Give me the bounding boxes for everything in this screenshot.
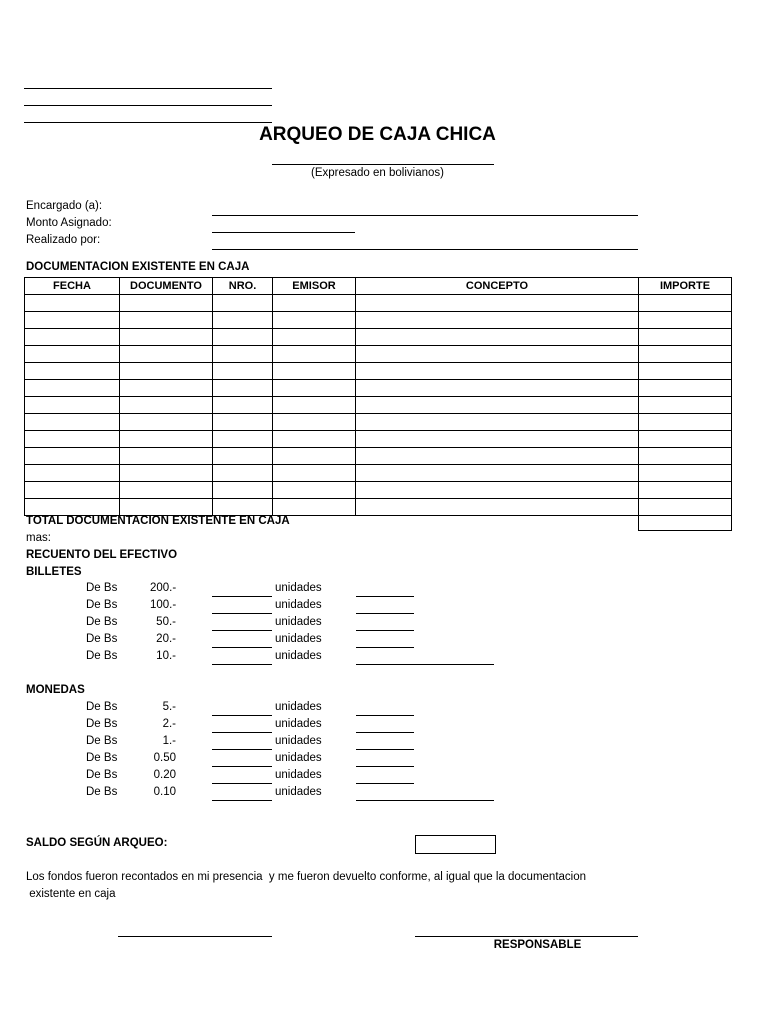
table-cell[interactable] [273, 363, 356, 380]
table-cell[interactable] [356, 414, 639, 431]
table-cell[interactable] [120, 465, 213, 482]
unit-label: unidades [275, 752, 322, 764]
mas-label: mas: [26, 532, 51, 544]
table-cell[interactable] [213, 414, 273, 431]
saldo-label: SALDO SEGÚN ARQUEO: [26, 837, 168, 849]
unit-label: unidades [275, 718, 322, 730]
unit-label: unidades [275, 786, 322, 798]
table-cell[interactable] [25, 346, 120, 363]
table-cell[interactable] [273, 295, 356, 312]
unit-label: unidades [275, 599, 322, 611]
table-row [25, 397, 732, 414]
table-cell[interactable] [356, 346, 639, 363]
table-row [25, 312, 732, 329]
amount-field[interactable] [356, 647, 414, 648]
table-cell[interactable] [213, 363, 273, 380]
column-header-importe: IMPORTE [639, 278, 732, 295]
billete-row-50 [0, 616, 768, 633]
table-cell[interactable] [213, 482, 273, 499]
table-cell[interactable] [639, 431, 732, 448]
amount-field[interactable] [356, 613, 414, 614]
table-cell[interactable] [356, 397, 639, 414]
documentation-table-body [25, 295, 732, 516]
denomination-value: 0.50 [153, 752, 176, 764]
total-documentation-box[interactable] [638, 514, 732, 531]
table-row [25, 346, 732, 363]
table-cell[interactable] [120, 295, 213, 312]
table-row [25, 499, 732, 516]
quantity-field[interactable] [212, 766, 272, 767]
table-cell[interactable] [273, 431, 356, 448]
table-cell[interactable] [213, 397, 273, 414]
table-row [25, 448, 732, 465]
monedas-subtotal-field[interactable] [356, 800, 494, 801]
table-cell[interactable] [356, 363, 639, 380]
table-cell[interactable] [639, 414, 732, 431]
table-cell[interactable] [356, 482, 639, 499]
total-documentation-label: TOTAL DOCUMENTACION EXISTENTE EN CAJA [26, 515, 290, 527]
statement-line-1: Los fondos fueron recontados en mi presencia y me fueron devuelto conforme, al igual que la documentacion [26, 871, 587, 883]
table-cell[interactable] [273, 482, 356, 499]
table-cell[interactable] [25, 431, 120, 448]
table-row [25, 465, 732, 482]
column-header-nro: NRO. [213, 278, 273, 295]
amount-field[interactable] [356, 783, 414, 784]
quantity-field[interactable] [212, 783, 272, 784]
header-line-2 [24, 105, 272, 106]
table-cell[interactable] [120, 431, 213, 448]
table-cell[interactable] [25, 380, 120, 397]
table-cell[interactable] [25, 312, 120, 329]
denomination-prefix: De Bs [86, 599, 118, 611]
table-cell[interactable] [213, 346, 273, 363]
table-cell[interactable] [120, 380, 213, 397]
table-cell[interactable] [120, 312, 213, 329]
table-cell[interactable] [639, 363, 732, 380]
table-cell[interactable] [120, 499, 213, 516]
realizado-field[interactable] [212, 249, 638, 250]
billete-row-100 [0, 599, 768, 616]
table-cell[interactable] [25, 499, 120, 516]
table-row [25, 295, 732, 312]
amount-field[interactable] [356, 766, 414, 767]
table-cell[interactable] [356, 465, 639, 482]
quantity-field[interactable] [212, 596, 272, 597]
unit-label: unidades [275, 650, 322, 662]
monto-label: Monto Asignado: [26, 217, 112, 229]
denomination-prefix: De Bs [86, 718, 118, 730]
title-underline [272, 164, 494, 165]
table-cell[interactable] [213, 380, 273, 397]
column-header-fecha: FECHA [25, 278, 120, 295]
table-row [25, 329, 732, 346]
billete-row-200 [0, 582, 768, 599]
table-row [25, 363, 732, 380]
unit-label: unidades [275, 769, 322, 781]
quantity-field[interactable] [212, 800, 272, 801]
documentation-table [24, 277, 732, 516]
table-cell[interactable] [120, 346, 213, 363]
denomination-prefix: De Bs [86, 582, 118, 594]
denomination-value: 20.- [156, 633, 176, 645]
moneda-row-020 [0, 769, 768, 786]
header-line-1 [24, 88, 272, 89]
page-subtitle: (Expresado en bolivianos) [311, 167, 444, 179]
table-cell[interactable] [213, 295, 273, 312]
table-cell[interactable] [356, 312, 639, 329]
quantity-field[interactable] [212, 664, 272, 665]
unit-label: unidades [275, 582, 322, 594]
moneda-row-010 [0, 786, 768, 803]
denomination-value: 100.- [150, 599, 177, 611]
realizado-label: Realizado por: [26, 234, 101, 246]
responsable-label: RESPONSABLE [493, 939, 582, 951]
table-cell[interactable] [213, 465, 273, 482]
table-row [25, 414, 732, 431]
table-cell[interactable] [213, 312, 273, 329]
denomination-value: 50.- [156, 616, 176, 628]
table-cell[interactable] [273, 329, 356, 346]
quantity-field[interactable] [212, 715, 272, 716]
table-cell[interactable] [213, 431, 273, 448]
table-row [25, 380, 732, 397]
billetes-heading: BILLETES [26, 566, 82, 578]
table-cell[interactable] [273, 380, 356, 397]
table-cell[interactable] [639, 380, 732, 397]
header-line-3 [24, 122, 272, 123]
table-cell[interactable] [25, 465, 120, 482]
table-cell[interactable] [273, 397, 356, 414]
quantity-field[interactable] [212, 749, 272, 750]
table-cell[interactable] [120, 482, 213, 499]
table-cell[interactable] [213, 499, 273, 516]
monto-field[interactable] [212, 232, 355, 233]
denomination-value: 5.- [162, 701, 176, 713]
amount-field[interactable] [356, 596, 414, 597]
table-row [25, 482, 732, 499]
denomination-value: 2.- [162, 718, 176, 730]
amount-field[interactable] [356, 732, 414, 733]
table-cell[interactable] [25, 363, 120, 380]
table-cell[interactable] [120, 329, 213, 346]
column-header-documento: DOCUMENTO [120, 278, 213, 295]
denomination-value: 0.10 [153, 786, 176, 798]
table-cell[interactable] [639, 499, 732, 516]
table-cell[interactable] [273, 346, 356, 363]
table-cell[interactable] [639, 346, 732, 363]
table-cell[interactable] [356, 431, 639, 448]
quantity-field[interactable] [212, 630, 272, 631]
denomination-value: 200.- [150, 582, 177, 594]
statement-line-2: existente en caja [26, 888, 116, 900]
table-cell[interactable] [639, 465, 732, 482]
quantity-field[interactable] [212, 732, 272, 733]
table-cell[interactable] [273, 414, 356, 431]
table-cell[interactable] [25, 295, 120, 312]
denomination-prefix: De Bs [86, 752, 118, 764]
table-cell[interactable] [25, 414, 120, 431]
denomination-prefix: De Bs [86, 769, 118, 781]
encargado-field[interactable] [212, 215, 638, 216]
table-cell[interactable] [273, 312, 356, 329]
moneda-row-050 [0, 752, 768, 769]
unit-label: unidades [275, 735, 322, 747]
table-cell[interactable] [273, 465, 356, 482]
denomination-value: 0.20 [153, 769, 176, 781]
table-cell[interactable] [213, 329, 273, 346]
table-cell[interactable] [356, 295, 639, 312]
denomination-prefix: De Bs [86, 701, 118, 713]
table-cell[interactable] [25, 448, 120, 465]
table-cell[interactable] [120, 397, 213, 414]
table-cell[interactable] [25, 482, 120, 499]
table-cell[interactable] [639, 329, 732, 346]
signature-line-right[interactable] [415, 936, 638, 937]
table-row [25, 431, 732, 448]
denomination-value: 10.- [156, 650, 176, 662]
amount-field[interactable] [356, 715, 414, 716]
moneda-row-5 [0, 701, 768, 718]
table-cell[interactable] [639, 482, 732, 499]
denomination-prefix: De Bs [86, 786, 118, 798]
column-header-emisor: EMISOR [273, 278, 356, 295]
unit-label: unidades [275, 701, 322, 713]
table-cell[interactable] [213, 448, 273, 465]
cash-count-heading: RECUENTO DEL EFECTIVO [26, 549, 178, 561]
page-title: ARQUEO DE CAJA CHICA [259, 124, 496, 145]
column-header-concepto: CONCEPTO [356, 278, 639, 295]
unit-label: unidades [275, 616, 322, 628]
signature-line-left[interactable] [118, 936, 272, 937]
table-cell[interactable] [356, 499, 639, 516]
table-cell[interactable] [356, 380, 639, 397]
table-header-row [25, 278, 732, 295]
table-cell[interactable] [273, 499, 356, 516]
table-cell[interactable] [639, 312, 732, 329]
unit-label: unidades [275, 633, 322, 645]
table-cell[interactable] [120, 363, 213, 380]
denomination-prefix: De Bs [86, 735, 118, 747]
table-cell[interactable] [639, 295, 732, 312]
moneda-row-2 [0, 718, 768, 735]
table-cell[interactable] [273, 448, 356, 465]
billetes-subtotal-field[interactable] [356, 664, 494, 665]
table-cell[interactable] [356, 448, 639, 465]
table-cell[interactable] [120, 448, 213, 465]
billete-row-20 [0, 633, 768, 650]
billete-row-10 [0, 650, 768, 667]
amount-field[interactable] [356, 630, 414, 631]
quantity-field[interactable] [212, 613, 272, 614]
table-cell[interactable] [356, 329, 639, 346]
table-cell[interactable] [639, 448, 732, 465]
table-cell[interactable] [639, 397, 732, 414]
denomination-prefix: De Bs [86, 616, 118, 628]
denomination-value: 1.- [162, 735, 176, 747]
denomination-prefix: De Bs [86, 650, 118, 662]
table-cell[interactable] [120, 414, 213, 431]
moneda-row-1 [0, 735, 768, 752]
quantity-field[interactable] [212, 647, 272, 648]
encargado-label: Encargado (a): [26, 200, 103, 212]
table-cell[interactable] [25, 397, 120, 414]
denomination-prefix: De Bs [86, 633, 118, 645]
monedas-heading: MONEDAS [26, 684, 85, 696]
table-cell[interactable] [25, 329, 120, 346]
documentation-heading: DOCUMENTACION EXISTENTE EN CAJA [26, 261, 250, 273]
amount-field[interactable] [356, 749, 414, 750]
saldo-box[interactable] [415, 835, 496, 854]
